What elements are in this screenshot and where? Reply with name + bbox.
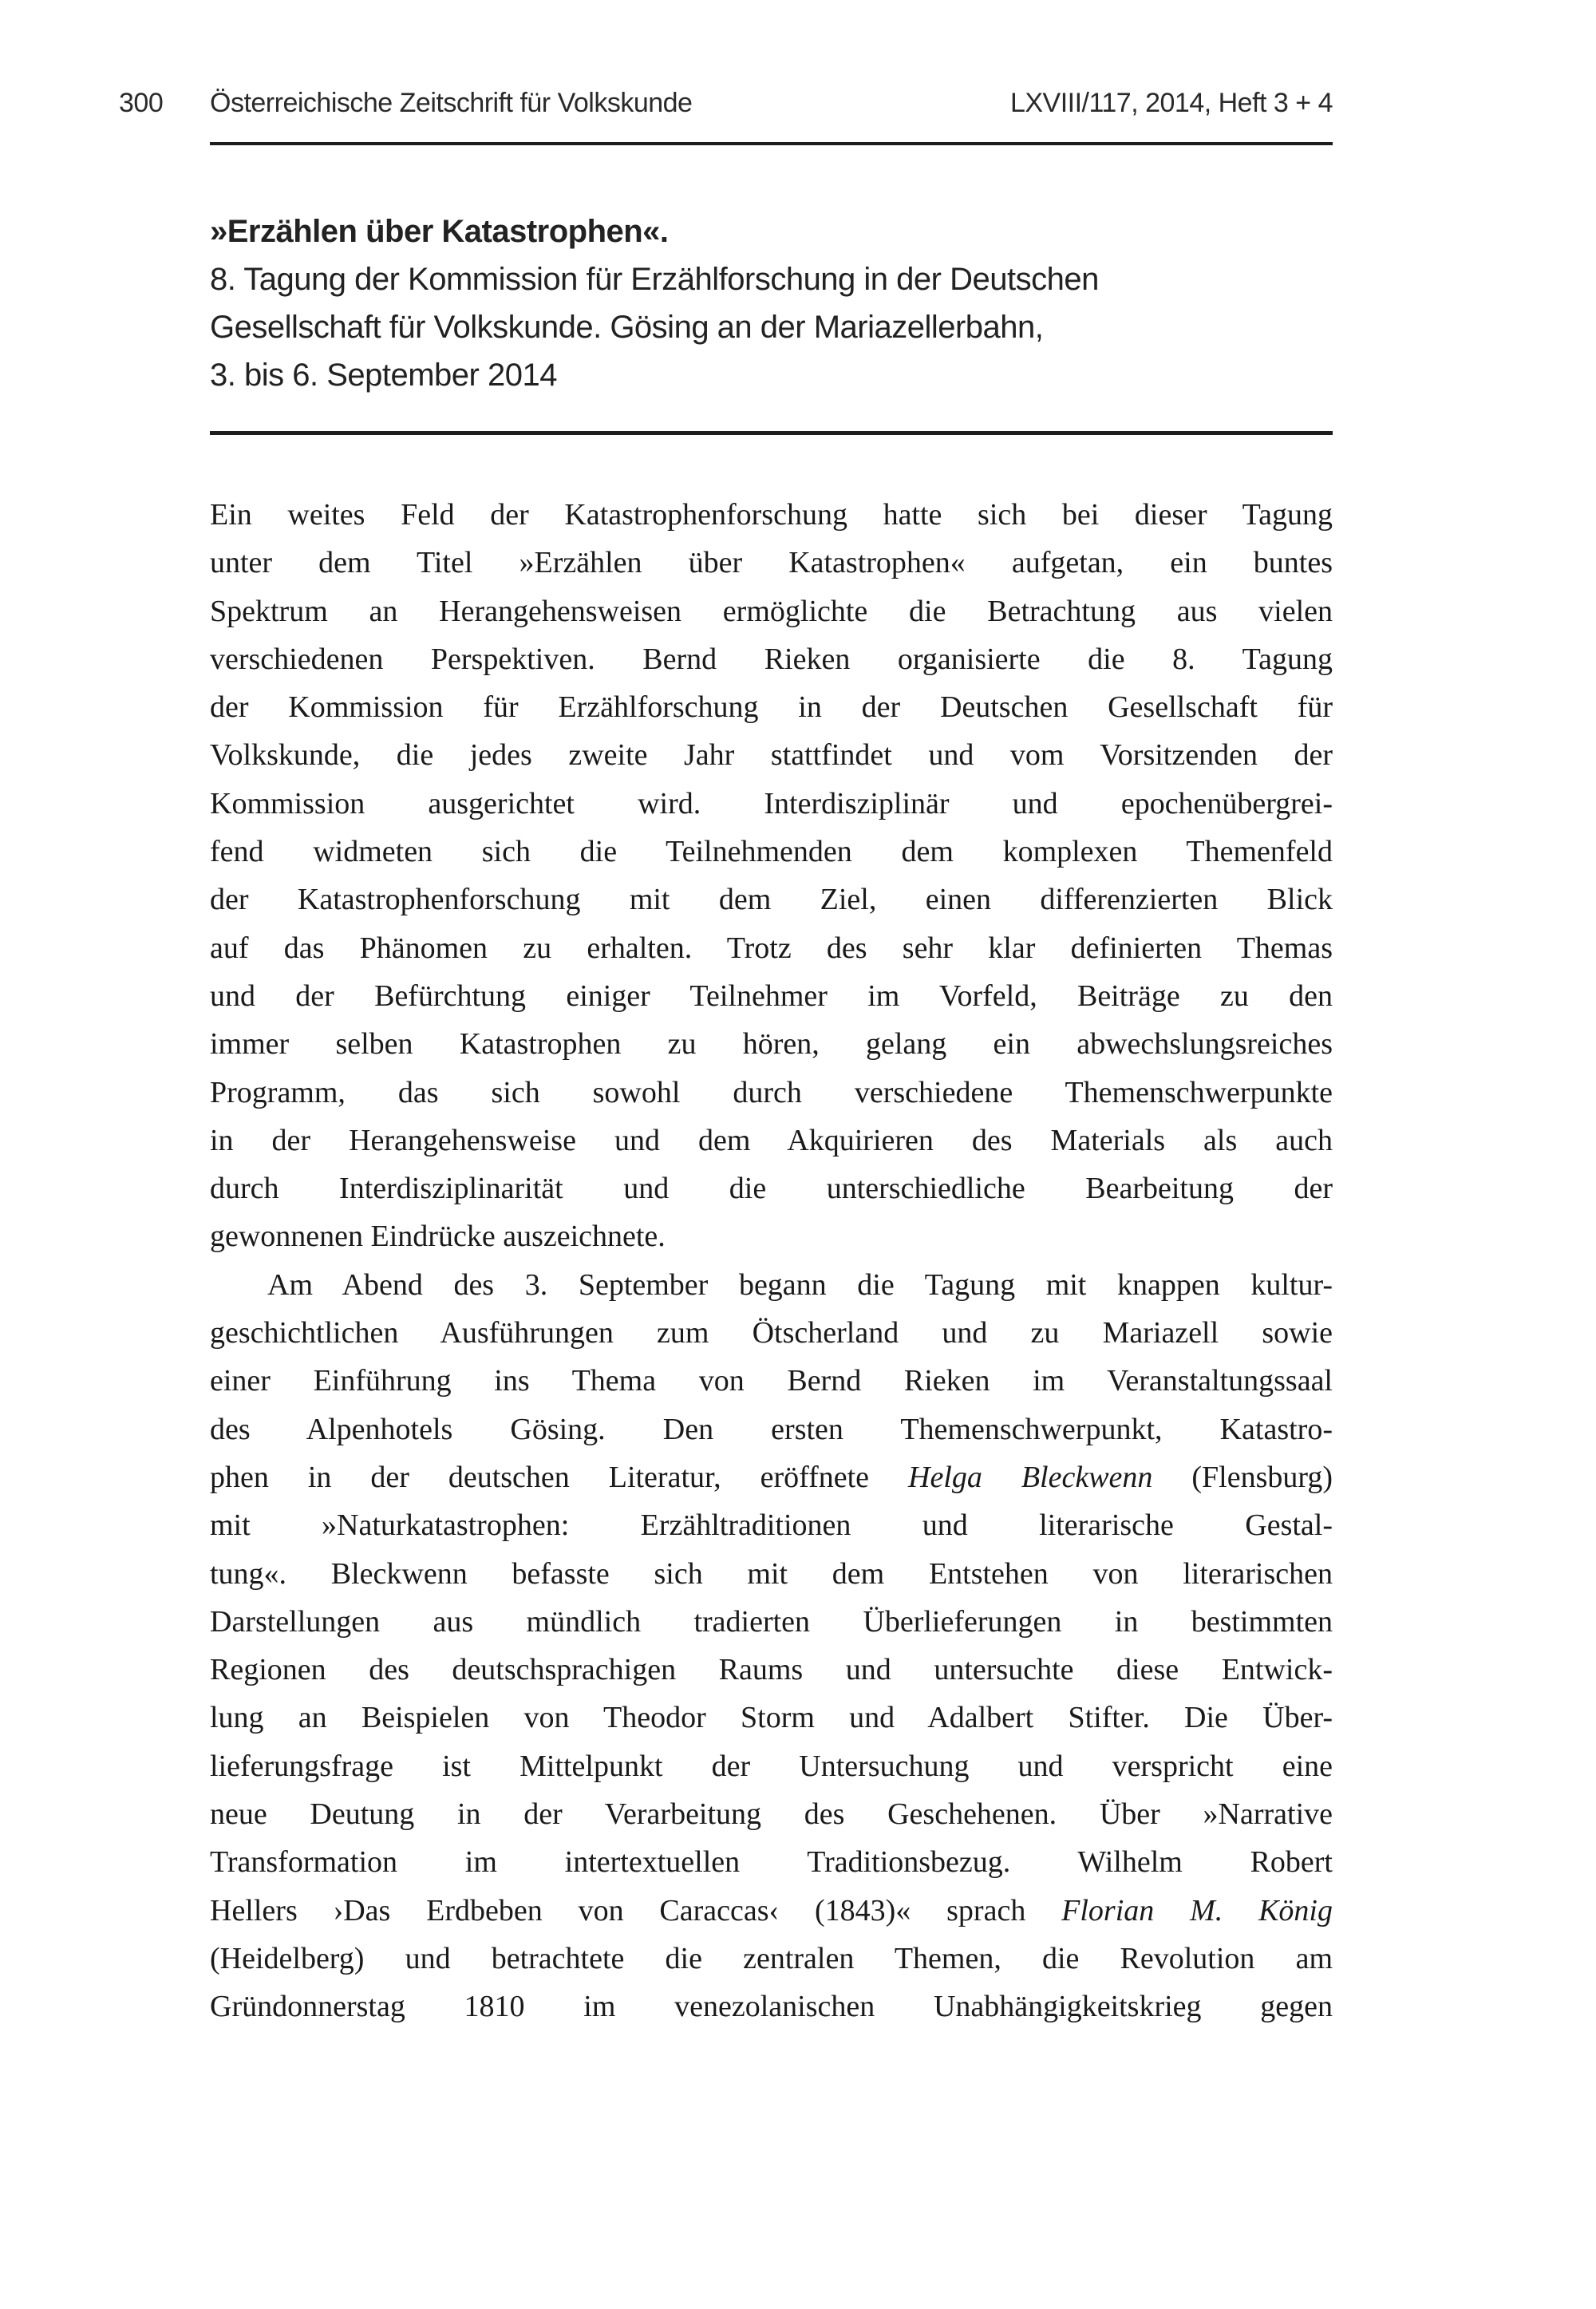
- title-line: Gesellschaft für Volkskunde. Gösing an der Mariazellerbahn,: [210, 310, 1044, 345]
- body-line: geschichtlichen Ausführungen zum Ötscherland und zu Mariazell sowie: [210, 1316, 1333, 1350]
- body-line: mit »Naturkatastrophen: Erzähltraditionen und literarische Gestal-: [210, 1508, 1333, 1543]
- body-line: auf das Phänomen zu erhalten. Trotz des sehr klar definierten Themas: [210, 931, 1333, 965]
- title-line: »Erzählen über Katastrophen«.: [210, 214, 669, 249]
- issue-info: LXVIII/117, 2014, Heft 3 + 4: [1009, 88, 1333, 118]
- body-line: lieferungsfrage ist Mittelpunkt der Untersuchung und verspricht eine: [210, 1749, 1333, 1783]
- journal-title: Österreichische Zeitschrift für Volkskunde: [210, 88, 693, 118]
- article-title: [210, 208, 1333, 399]
- body-line: des Alpenhotels Gösing. Den ersten Themenschwerpunkt, Katastro-: [210, 1412, 1333, 1446]
- body-line: Volkskunde, die jedes zweite Jahr stattfindet und vom Vorsitzenden der: [210, 738, 1333, 773]
- body-line: der Kommission für Erzählforschung in der Deutschen Gesellschaft für: [210, 690, 1333, 725]
- text-segment: phen in der deutschen Literatur, eröffnete: [210, 1460, 908, 1494]
- body-line: einer Einführung ins Thema von Bernd Rieken im Veranstaltungssaal: [210, 1364, 1333, 1398]
- body-line: [210, 1887, 1333, 1935]
- body-line: neue Deutung in der Verarbeitung des Geschehenen. Über »Narrative: [210, 1797, 1333, 1832]
- body-line: immer selben Katastrophen zu hören, gelang ein abwechslungsreiches: [210, 1027, 1333, 1062]
- body-line: Darstellungen aus mündlich tradierten Überlieferungen in bestimmten: [210, 1604, 1333, 1639]
- body-line: gewonnenen Eindrücke auszeichnete.: [210, 1220, 666, 1254]
- body-line: (Heidelberg) und betrachtete die zentralen Themen, die Revolution am: [210, 1941, 1333, 1975]
- text-segment: (Flensburg): [1152, 1460, 1333, 1494]
- body-line: Programm, das sich sowohl durch verschiedene Themenschwerpunkte: [210, 1075, 1333, 1109]
- person-name-italic: Florian M. König: [1061, 1893, 1333, 1927]
- text-segment: Hellers ›Das Erdbeben von Caraccas‹ (1843)« sprach: [210, 1893, 1062, 1927]
- title-rule: [210, 431, 1333, 435]
- paragraph: [210, 1261, 1333, 2031]
- body-line: Regionen des deutschsprachigen Raums und untersuchte diese Entwick-: [210, 1653, 1333, 1687]
- page-number: 300: [119, 88, 164, 118]
- body-line: unter dem Titel »Erzählen über Katastrophen« aufgetan, ein buntes: [210, 546, 1333, 580]
- body-line: verschiedenen Perspektiven. Bernd Rieken organisierte die 8. Tagung: [210, 642, 1333, 676]
- body-line: Ein weites Feld der Katastrophenforschung hatte sich bei dieser Tagung: [210, 498, 1333, 532]
- body-line: [210, 1453, 1333, 1501]
- body-line: Transformation im intertextuellen Traditionsbezug. Wilhelm Robert: [210, 1845, 1333, 1880]
- body-line: Gründonnerstag 1810 im venezolanischen Unabhängigkeitskrieg gegen: [210, 1990, 1333, 2024]
- body-line: tung«. Bleckwenn befasste sich mit dem Entstehen von literarischen: [210, 1556, 1333, 1591]
- body-line: in der Herangehensweise und dem Akquirieren des Materials als auch: [210, 1123, 1333, 1157]
- body-line: durch Interdisziplinarität und die unterschiedliche Bearbeitung der: [210, 1172, 1333, 1206]
- title-line: 3. bis 6. September 2014: [210, 358, 557, 393]
- body-line: fend widmeten sich die Teilnehmenden dem komplexen Themenfeld: [210, 835, 1333, 869]
- body-line: der Katastrophenforschung mit dem Ziel, einen differenzierten Blick: [210, 883, 1333, 917]
- paragraph: [210, 491, 1333, 1261]
- person-name-italic: Helga Bleckwenn: [908, 1460, 1153, 1494]
- body-line: und der Befürchtung einiger Teilnehmer im Vorfeld, Beiträge zu den: [210, 979, 1333, 1013]
- body-line: lung an Beispielen von Theodor Storm und Adalbert Stifter. Die Über-: [210, 1701, 1333, 1735]
- title-line: 8. Tagung der Kommission für Erzählforschung in der Deutschen: [210, 262, 1099, 297]
- header-rule: [210, 142, 1333, 145]
- body-line: Kommission ausgerichtet wird. Interdisziplinär und epochenübergrei-: [210, 786, 1333, 820]
- article-body: [210, 491, 1333, 2031]
- body-line: Spektrum an Herangehensweisen ermöglichte die Betrachtung aus vielen: [210, 594, 1333, 628]
- body-line: Am Abend des 3. September begann die Tagung mit knappen kultur-: [267, 1267, 1333, 1302]
